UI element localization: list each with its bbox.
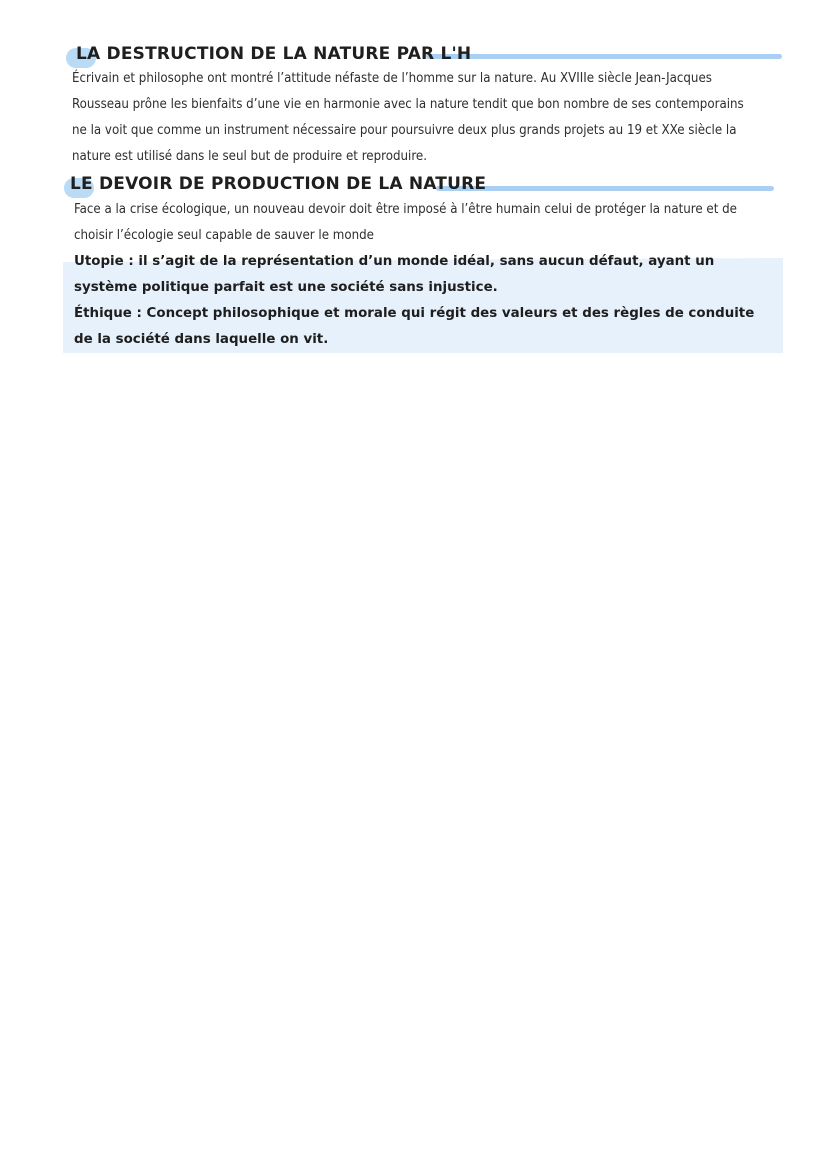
heading-underline xyxy=(436,186,774,191)
section-2-paragraph: Face a la crise écologique, un nouveau devoir doit être imposé à l’être humain celui de protéger la nature et de choisir l’écologie seul capable de sauver le monde xyxy=(74,202,737,243)
definitions-block xyxy=(74,249,764,353)
heading-underline xyxy=(426,54,782,59)
section-1-paragraph: Écrivain et philosophe ont montré l’attitude néfaste de l’homme sur la nature. Au XVIIIe siècle Jean-Jacques Rousseau prône les bienfaits d’une vie en harmonie avec la nature tendit que bon nombre de ses contemporains ne la voit que comme un instrument nécessaire pour poursuivre deux plus grands projets au 19 et XXe siècle la nature est utilisé dans le seul but de produire et reproduire. xyxy=(72,71,744,164)
section-2-title: LE DEVOIR DE PRODUCTION DE LA NATURE xyxy=(70,174,487,194)
section-1-title: LA DESTRUCTION DE LA NATURE PAR L'H xyxy=(76,44,472,64)
definition-utopie: Utopie : il s’agit de la représentation d’un monde idéal, sans aucun défaut, ayant un système politique parfait est une société sans injustice. xyxy=(74,254,715,295)
definition-ethique: Éthique : Concept philosophique et morale qui régit des valeurs et des règles de conduite de la société dans laquelle on vit. xyxy=(74,306,755,347)
section-2-heading xyxy=(62,172,776,198)
section-1-heading xyxy=(62,42,786,68)
